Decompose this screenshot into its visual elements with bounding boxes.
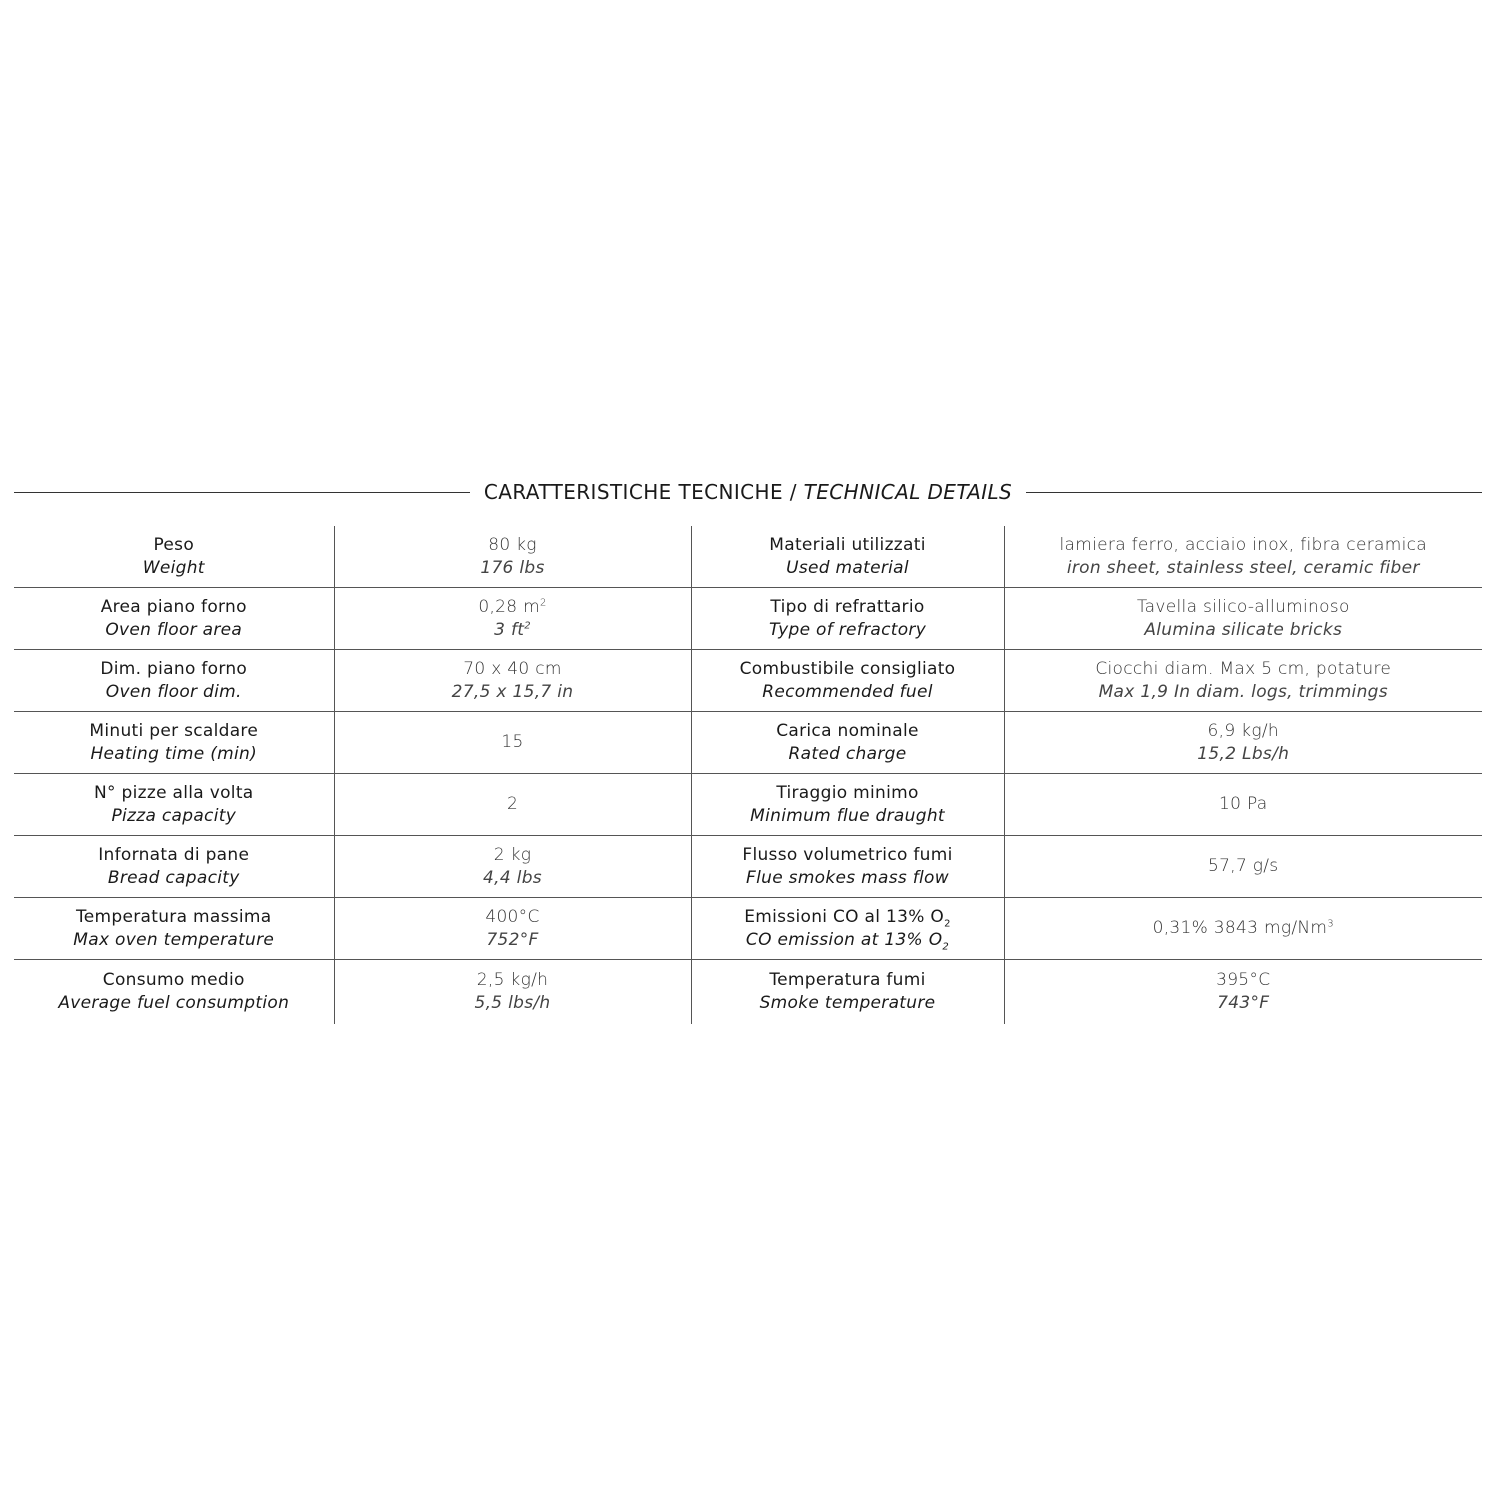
- label-italian: Carica nominale: [776, 720, 919, 741]
- label-english: Oven floor dim.: [105, 681, 242, 702]
- value-imperial: 15,2 Lbs/h: [1197, 743, 1290, 764]
- subscript: 2: [944, 917, 951, 929]
- value-imperial: 5,5 lbs/h: [474, 993, 551, 1013]
- value-number: 0,31% 3843 mg/Nm: [1152, 918, 1328, 938]
- spec-label: [14, 960, 334, 1025]
- superscript: 2: [524, 619, 531, 631]
- table-row: [14, 960, 1482, 1025]
- spec-label: [14, 774, 334, 836]
- spec-value: [1004, 960, 1482, 1025]
- label-english: Type of refractory: [768, 619, 927, 640]
- label-italian: Minuti per scaldare: [89, 720, 259, 741]
- spec-value: [334, 650, 691, 712]
- label-english: Rated charge: [788, 743, 907, 764]
- value-metric: 57,7 g/s: [1208, 856, 1279, 876]
- label-english: Heating time (min): [90, 743, 258, 764]
- spec-label: [691, 898, 1004, 960]
- spec-label: [691, 712, 1004, 774]
- label-italian: Peso: [153, 534, 195, 555]
- table-row: [14, 898, 1482, 960]
- superscript: 2: [539, 596, 547, 608]
- label-text: Emissioni CO al 13% O: [744, 906, 945, 927]
- spec-label: [691, 650, 1004, 712]
- spec-value: [1004, 774, 1482, 836]
- value-metric: 10 Pa: [1219, 794, 1268, 814]
- table-row: [14, 774, 1482, 836]
- spec-value: [1004, 588, 1482, 650]
- spec-label: [14, 712, 334, 774]
- title-rule-right: [1026, 492, 1482, 493]
- label-english: Average fuel consumption: [58, 993, 290, 1013]
- spec-value: [334, 960, 691, 1025]
- spec-label: [14, 650, 334, 712]
- value-metric: 2,5 kg/h: [476, 970, 549, 990]
- label-italian: Tiraggio minimo: [776, 782, 919, 803]
- label-italian: Tipo di refrattario: [770, 596, 925, 617]
- label-english: Oven floor area: [105, 619, 243, 640]
- label-italian: [692, 906, 1004, 929]
- value-number: 3 ft: [494, 619, 525, 640]
- label-italian: Consumo medio: [102, 970, 245, 990]
- spec-value: [1004, 836, 1482, 898]
- spec-label: [691, 836, 1004, 898]
- label-english: Used material: [786, 557, 909, 578]
- spec-label: [14, 836, 334, 898]
- table-row: [14, 526, 1482, 588]
- label-italian: Temperatura fumi: [769, 970, 926, 990]
- value-metric: [335, 596, 691, 619]
- spec-label: [14, 526, 334, 588]
- value-imperial: 27,5 x 15,7 in: [451, 681, 574, 702]
- section-title: [470, 480, 1026, 504]
- table-row: [14, 712, 1482, 774]
- superscript: 3: [1327, 918, 1334, 930]
- spec-value: [334, 898, 691, 960]
- label-italian: Infornata di pane: [98, 844, 250, 865]
- label-english: Flue smokes mass flow: [746, 867, 949, 888]
- value-metric: 2: [506, 794, 519, 814]
- value-imperial: 4,4 lbs: [483, 867, 542, 888]
- label-english: Weight: [142, 557, 205, 578]
- label-english: Recommended fuel: [762, 681, 933, 702]
- label-italian: Combustibile consigliato: [739, 658, 956, 679]
- spec-value: [1004, 650, 1482, 712]
- value-imperial: 752°F: [486, 929, 539, 950]
- value-imperial: Alumina silicate bricks: [1144, 619, 1343, 640]
- label-italian: Materiali utilizzati: [769, 534, 926, 555]
- label-italian: Flusso volumetrico fumi: [742, 844, 953, 865]
- table-row: [14, 588, 1482, 650]
- value-imperial: [335, 619, 691, 642]
- section-title-row: [14, 476, 1482, 508]
- table-row: [14, 836, 1482, 898]
- value-metric: Ciocchi diam. Max 5 cm, potature: [1095, 658, 1392, 679]
- label-english: Bread capacity: [107, 867, 240, 888]
- value-imperial: iron sheet, stainless steel, ceramic fiber: [1066, 557, 1420, 578]
- value-metric: [1005, 917, 1483, 940]
- value-metric: 6,9 kg/h: [1207, 720, 1279, 741]
- spec-value: [1004, 712, 1482, 774]
- value-imperial: 176 lbs: [480, 557, 545, 578]
- spec-label: [691, 526, 1004, 588]
- label-english: Pizza capacity: [111, 805, 237, 826]
- value-imperial: 743°F: [1217, 993, 1270, 1013]
- title-rule-left: [14, 492, 470, 493]
- spec-label: [14, 588, 334, 650]
- table-row: [14, 650, 1482, 712]
- value-metric: Tavella silico-alluminoso: [1136, 596, 1350, 617]
- technical-details-table: [14, 526, 1482, 1024]
- label-italian: Dim. piano forno: [100, 658, 248, 679]
- spec-value: [1004, 526, 1482, 588]
- value-metric: 400°C: [485, 906, 540, 927]
- spec-value: [334, 774, 691, 836]
- label-english: Minimum flue draught: [750, 805, 945, 826]
- label-text: CO emission at 13% O: [745, 929, 943, 950]
- value-metric: 70 x 40 cm: [463, 658, 562, 679]
- spec-label: [691, 774, 1004, 836]
- spec-label: [691, 960, 1004, 1025]
- spec-value: [1004, 898, 1482, 960]
- spec-value: [334, 526, 691, 588]
- spec-value: [334, 588, 691, 650]
- value-number: 0,28 m: [478, 596, 540, 617]
- label-english: Smoke temperature: [759, 993, 936, 1013]
- label-italian: Temperatura massima: [75, 906, 272, 927]
- subscript: 2: [942, 940, 950, 952]
- value-metric: 2 kg: [493, 844, 532, 865]
- label-italian: Area piano forno: [100, 596, 247, 617]
- spec-value: [334, 836, 691, 898]
- title-english: TECHNICAL DETAILS: [803, 480, 1013, 504]
- spec-label: [691, 588, 1004, 650]
- value-imperial: Max 1,9 In diam. logs, trimmings: [1098, 681, 1388, 702]
- spec-value: [334, 712, 691, 774]
- label-english: Max oven temperature: [73, 929, 275, 950]
- title-separator: /: [782, 480, 804, 504]
- label-italian: N° pizze alla volta: [94, 782, 254, 803]
- label-english: [692, 929, 1004, 952]
- value-metric: 395°C: [1216, 970, 1271, 990]
- spec-label: [14, 898, 334, 960]
- value-metric: lamiera ferro, acciaio inox, fibra ceramica: [1059, 534, 1427, 555]
- title-italian: CARATTERISTICHE TECNICHE: [483, 480, 783, 504]
- value-metric: 15: [501, 732, 524, 752]
- value-metric: 80 kg: [488, 534, 537, 555]
